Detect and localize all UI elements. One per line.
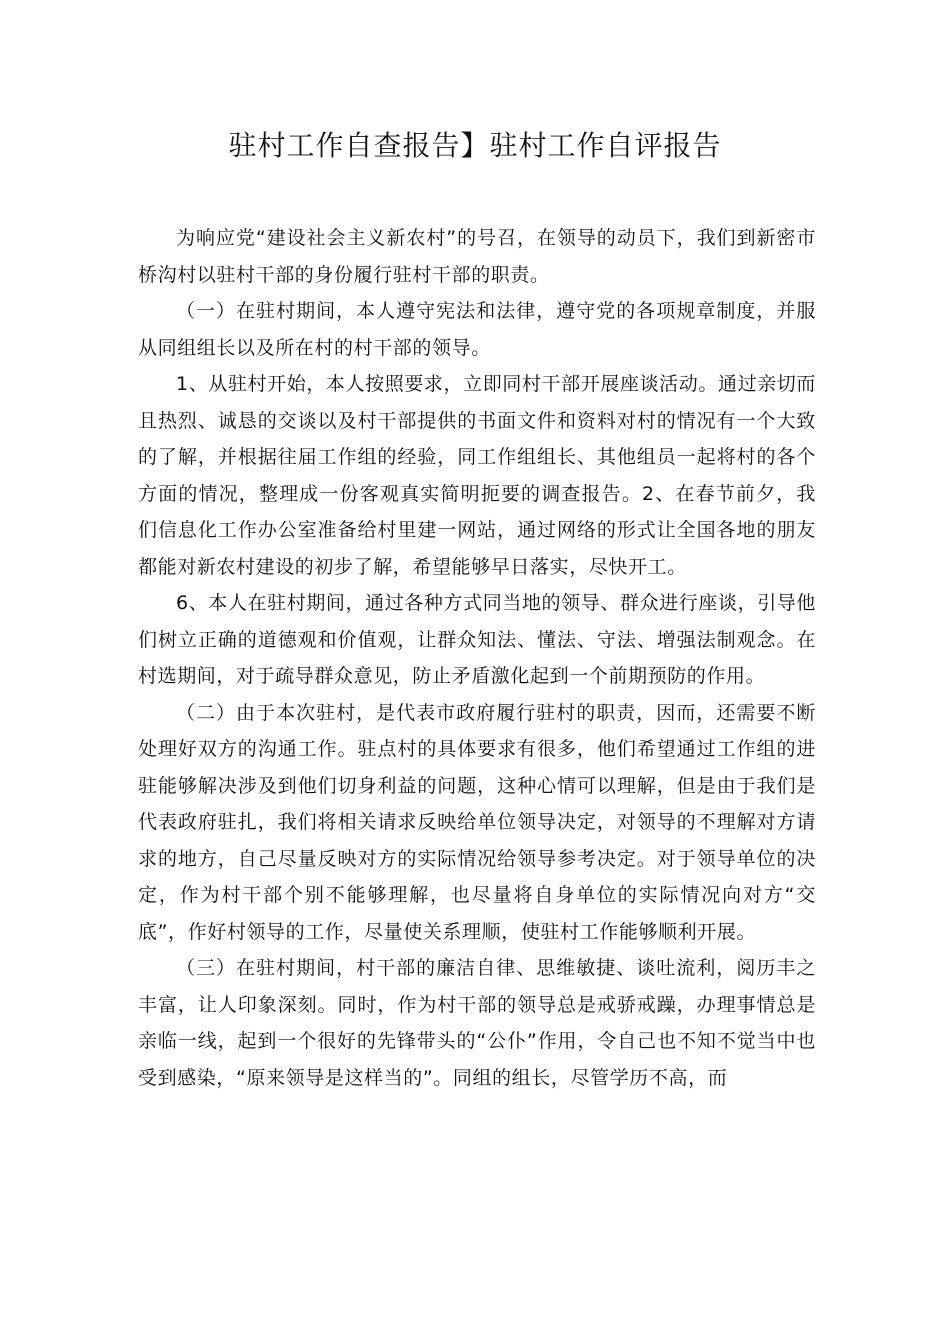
paragraph-section-1: （一）在驻村期间，本人遵守宪法和法律，遵守党的各项规章制度，并服从同组组长以及所在村的村干部的领导。 (138, 300, 816, 359)
document-body (138, 220, 816, 1096)
paragraph-item-1-2: 1、从驻村开始，本人按照要求，立即同村干部开展座谈活动。通过亲切而且热烈、诚恳的交谈以及村干部提供的书面文件和资料对村的情况有一个大致的了解，并根据往届工作组的经验，同工作组组长、其他组员一起将村的各个方面的情况，整理成一份客观真实简明扼要的调查报告。2、在春节前夕，我们信息化工作办公室准备给村里建一网站，通过网络的形式让全国各地的朋友都能对新农村建设的初步了解，希望能够早日落实，尽快开工。 (138, 373, 816, 578)
paragraph-item-6: 6、本人在驻村期间，通过各种方式同当地的领导、群众进行座谈，引导他们树立正确的道德观和价值观，让群众知法、懂法、守法、增强法制观念。在村选期间，对于疏导群众意见，防止矛盾激化起到一个前期预防的作用。 (138, 592, 816, 687)
paragraph-section-3: （三）在驻村期间，村干部的廉洁自律、思维敏捷、谈吐流利，阅历丰之丰富，让人印象深刻。同时，作为村干部的领导总是戒骄戒躁，办理事情总是亲临一线，起到一个很好的先锋带头的“公仆”作用，令自己也不知不觉当中也受到感染，“原来领导是这样当的”。同组的组长，尽管学历不高，而 (138, 957, 816, 1089)
paragraph-section-2: （二）由于本次驻村，是代表市政府履行驻村的职责，因而，还需要不断处理好双方的沟通工作。驻点村的具体要求有很多，他们希望通过工作组的进驻能够解决涉及到他们切身利益的问题，这种心情可以理解，但是由于我们是代表政府驻扎，我们将相关请求反映给单位领导决定，对领导的不理解对方请求的地方，自己尽量反映对方的实际情况给领导参考决定。对于领导单位的决定，作为村干部个别不能够理解，也尽量将自身单位的实际情况向对方“交底”，作好村领导的工作，尽量使关系理顺，使驻村工作能够顺利开展。 (138, 701, 816, 943)
paragraph-intro: 为响应党“建设社会主义新农村”的号召，在领导的动员下，我们到新密市桥沟村以驻村干部的身份履行驻村干部的职责。 (138, 227, 816, 286)
document-title: 驻村工作自查报告】驻村工作自评报告 (228, 129, 722, 162)
